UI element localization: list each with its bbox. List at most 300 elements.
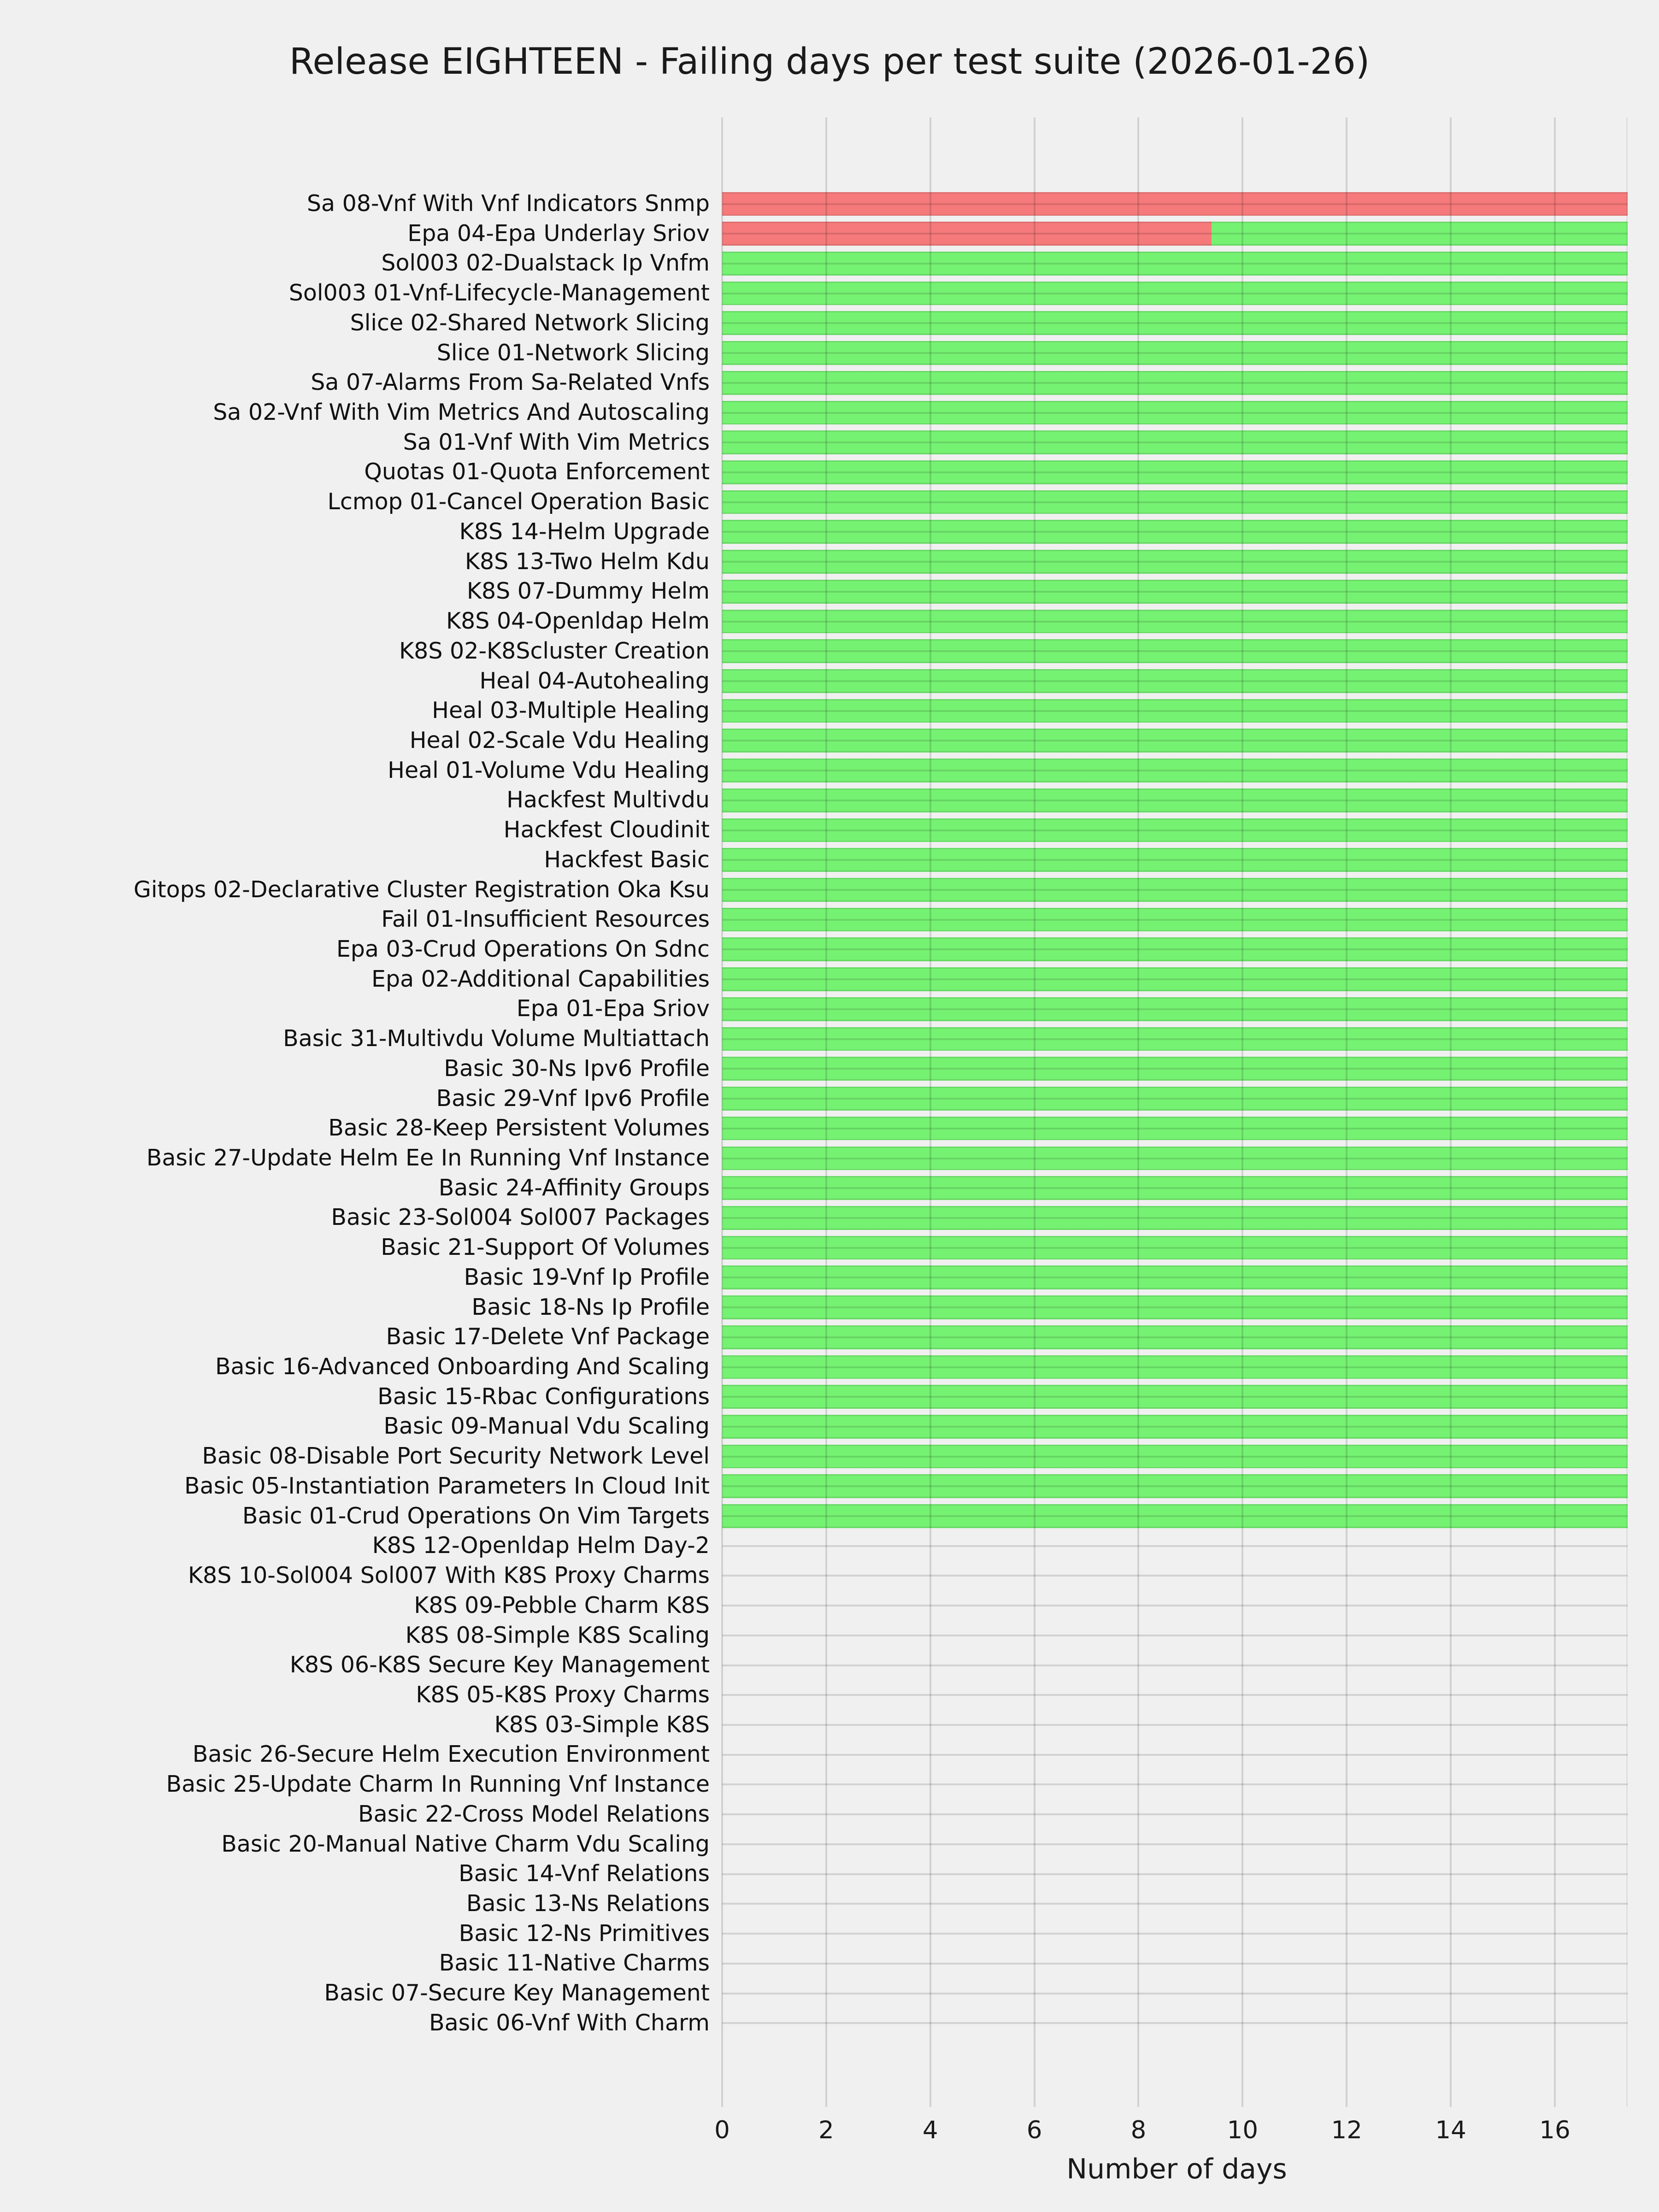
bar-track: [722, 308, 1631, 338]
passing-bar-segment: [722, 1325, 1628, 1349]
bar-track: [722, 1471, 1631, 1501]
bar-track: [722, 2008, 1631, 2038]
category-row: [0, 1948, 1659, 1978]
category-row: [0, 1024, 1659, 1054]
passing-bar-segment: [722, 937, 1628, 961]
suite-bar: [722, 610, 1628, 634]
x-tick-label: 2: [818, 2116, 834, 2144]
suite-bar: [722, 1206, 1628, 1230]
category-row: [0, 726, 1659, 756]
x-tick-label: 4: [922, 2116, 938, 2144]
category-row: [0, 1830, 1659, 1859]
category-label: Fail 01-Insufficient Resources: [381, 906, 710, 933]
category-label: Basic 27-Update Helm Ee In Running Vnf Instance: [146, 1145, 710, 1171]
x-axis-label: Number of days: [1066, 2153, 1287, 2185]
suite-bar: [722, 1295, 1628, 1319]
category-label: Basic 21-Support Of Volumes: [381, 1234, 710, 1261]
category-row: [0, 577, 1659, 606]
category-row: [0, 1382, 1659, 1412]
passing-bar-segment: [722, 1027, 1628, 1051]
category-label: Gitops 02-Declarative Cluster Registration Oka Ksu: [133, 876, 710, 903]
bar-track: [722, 1948, 1631, 1978]
category-label: Lcmop 01-Cancel Operation Basic: [327, 488, 710, 515]
category-row: [0, 517, 1659, 547]
category-label: Basic 18-Ns Ip Profile: [471, 1294, 710, 1320]
suite-bar: [722, 401, 1628, 425]
suite-bar: [722, 550, 1628, 574]
category-label: Basic 05-Instantiation Parameters In Cloud Init: [184, 1472, 710, 1499]
suite-bar: [722, 788, 1628, 812]
gridline-horizontal: [722, 1694, 1628, 1696]
suite-bar: [722, 371, 1628, 395]
passing-bar-segment: [722, 669, 1628, 693]
bar-track: [722, 1382, 1631, 1412]
suite-bar: [722, 818, 1628, 842]
category-label: Heal 01-Volume Vdu Healing: [388, 757, 710, 783]
passing-bar-segment: [722, 1504, 1628, 1528]
suite-bar: [722, 639, 1628, 663]
bar-track: [722, 1800, 1631, 1830]
gridline-horizontal: [722, 1873, 1628, 1875]
bar-track: [722, 845, 1631, 875]
passing-bar-segment: [722, 1415, 1628, 1439]
category-row: [0, 308, 1659, 338]
category-row: [0, 1263, 1659, 1293]
suite-bar: [722, 937, 1628, 961]
suite-bar: [722, 848, 1628, 872]
category-label: Basic 12-Ns Primitives: [459, 1920, 710, 1947]
bar-track: [722, 1233, 1631, 1263]
category-label: K8S 14-Helm Upgrade: [459, 518, 710, 545]
passing-bar-segment: [722, 639, 1628, 663]
category-row: [0, 815, 1659, 845]
category-row: [0, 1859, 1659, 1889]
bar-track: [722, 1203, 1631, 1233]
bar-track: [722, 1531, 1631, 1561]
suite-bar: [722, 967, 1628, 991]
suite-bar: [722, 1415, 1628, 1439]
category-label: Basic 19-Vnf Ip Profile: [464, 1264, 710, 1290]
bar-track: [722, 1710, 1631, 1740]
category-label: Basic 15-Rbac Configurations: [377, 1383, 710, 1410]
category-label: K8S 12-Openldap Helm Day-2: [372, 1532, 710, 1559]
category-row: [0, 666, 1659, 696]
suite-bar: [722, 699, 1628, 723]
passing-bar-segment: [722, 580, 1628, 604]
category-row: [0, 1531, 1659, 1561]
category-row: [0, 278, 1659, 308]
passing-bar-segment: [722, 1474, 1628, 1498]
suite-bar: [722, 1355, 1628, 1379]
suite-bar: [722, 1265, 1628, 1289]
passing-bar-segment: [722, 520, 1628, 544]
category-row: [0, 1591, 1659, 1621]
suite-bar: [722, 1474, 1628, 1498]
gridline-horizontal: [722, 2022, 1628, 2024]
passing-bar-segment: [722, 282, 1628, 306]
bar-track: [722, 785, 1631, 815]
category-row: [0, 1680, 1659, 1710]
category-label: K8S 04-Openldap Helm: [446, 608, 710, 635]
passing-bar-segment: [722, 1057, 1628, 1081]
category-row: [0, 965, 1659, 994]
category-row: [0, 248, 1659, 278]
category-row: [0, 219, 1659, 249]
passing-bar-segment: [722, 341, 1628, 365]
x-tick-label: 10: [1227, 2116, 1259, 2144]
suite-bar: [722, 1147, 1628, 1171]
gridline-horizontal: [722, 1545, 1628, 1547]
suite-bar: [722, 430, 1628, 454]
category-rows: [0, 189, 1659, 2038]
bar-track: [722, 965, 1631, 994]
bar-track: [722, 756, 1631, 786]
category-label: Basic 01-Crud Operations On Vim Targets: [242, 1502, 710, 1529]
gridline-horizontal: [722, 1813, 1628, 1815]
category-label: Basic 11-Native Charms: [439, 1950, 710, 1977]
passing-bar-segment: [722, 490, 1628, 514]
suite-bar: [722, 729, 1628, 753]
category-row: [0, 905, 1659, 935]
gridline-horizontal: [722, 1993, 1628, 1994]
category-row: [0, 1233, 1659, 1263]
category-row: [0, 1770, 1659, 1800]
category-row: [0, 2008, 1659, 2038]
x-tick-label: 0: [714, 2116, 730, 2144]
suite-bar: [722, 908, 1628, 932]
category-row: [0, 1293, 1659, 1323]
category-label: Hackfest Cloudinit: [503, 817, 710, 843]
category-row: [0, 457, 1659, 487]
category-row: [0, 1800, 1659, 1830]
category-row: [0, 1919, 1659, 1949]
category-label: Slice 02-Shared Network Slicing: [350, 309, 710, 336]
category-label: K8S 05-K8S Proxy Charms: [416, 1681, 710, 1708]
category-row: [0, 1889, 1659, 1919]
gridline-horizontal: [722, 1963, 1628, 1965]
gridline-horizontal: [722, 1635, 1628, 1636]
category-label: Basic 07-Secure Key Management: [324, 1980, 710, 2006]
category-label: Sol003 02-Dualstack Ip Vnfm: [381, 250, 710, 276]
bar-track: [722, 1859, 1631, 1889]
bar-track: [722, 1621, 1631, 1651]
gridline-horizontal: [722, 1665, 1628, 1666]
passing-bar-segment: [722, 1117, 1628, 1141]
bar-track: [722, 1113, 1631, 1143]
category-label: Hackfest Multivdu: [506, 787, 710, 813]
bar-track: [722, 1084, 1631, 1114]
bar-track: [722, 1830, 1631, 1859]
category-row: [0, 1173, 1659, 1203]
category-row: [0, 1471, 1659, 1501]
chart-title: Release EIGHTEEN - Failing days per test suite (2026-01-26): [289, 41, 1370, 82]
category-row: [0, 756, 1659, 786]
suite-bar: [722, 669, 1628, 693]
category-label: Basic 26-Secure Helm Execution Environment: [192, 1741, 710, 1768]
category-label: Quotas 01-Quota Enforcement: [364, 459, 710, 485]
gridline-horizontal: [722, 1575, 1628, 1577]
category-label: Basic 25-Update Charm In Running Vnf Instance: [166, 1771, 710, 1798]
gridline-horizontal: [722, 1933, 1628, 1935]
category-label: Basic 23-Sol004 Sol007 Packages: [331, 1204, 710, 1231]
category-row: [0, 606, 1659, 636]
category-label: Epa 04-Epa Underlay Sriov: [407, 220, 710, 247]
bar-track: [722, 1889, 1631, 1919]
suite-bar: [722, 341, 1628, 365]
passing-bar-segment: [722, 610, 1628, 634]
x-tick-label: 8: [1130, 2116, 1147, 2144]
passing-bar-segment: [722, 1176, 1628, 1200]
category-label: Basic 13-Ns Relations: [466, 1890, 710, 1917]
bar-track: [722, 1740, 1631, 1770]
bar-track: [722, 636, 1631, 666]
category-row: [0, 1143, 1659, 1173]
x-axis-ticks: [714, 2114, 1631, 2147]
suite-bar: [722, 1236, 1628, 1260]
category-row: [0, 1412, 1659, 1441]
suite-bar: [722, 1445, 1628, 1469]
category-label: Epa 02-Additional Capabilities: [371, 965, 710, 992]
suite-bar: [722, 460, 1628, 484]
passing-bar-segment: [722, 430, 1628, 454]
category-row: [0, 845, 1659, 875]
category-label: K8S 07-Dummy Helm: [466, 578, 710, 605]
category-row: [0, 636, 1659, 666]
bar-track: [722, 905, 1631, 935]
suite-bar: [722, 580, 1628, 604]
passing-bar-segment: [722, 818, 1628, 842]
bar-track: [722, 338, 1631, 368]
category-row: [0, 1501, 1659, 1531]
bar-track: [722, 1143, 1631, 1173]
bar-track: [722, 1680, 1631, 1710]
category-label: K8S 09-Pebble Charm K8S: [414, 1592, 710, 1618]
bar-track: [722, 1173, 1631, 1203]
category-label: Basic 20-Manual Native Charm Vdu Scaling: [221, 1830, 710, 1857]
category-label: Sol003 01-Vnf-Lifecycle-Management: [288, 280, 710, 306]
suite-bar: [722, 311, 1628, 335]
category-row: [0, 487, 1659, 517]
suite-bar: [722, 1087, 1628, 1111]
category-label: Basic 06-Vnf With Charm: [429, 2009, 710, 2036]
category-label: Sa 08-Vnf With Vnf Indicators Snmp: [306, 190, 710, 217]
passing-bar-segment: [722, 967, 1628, 991]
category-label: K8S 13-Two Helm Kdu: [465, 548, 710, 575]
passing-bar-segment: [722, 401, 1628, 425]
x-tick-label: 16: [1539, 2116, 1571, 2144]
bar-track: [722, 1322, 1631, 1352]
bar-track: [722, 248, 1631, 278]
passing-bar-segment: [1212, 222, 1628, 246]
suite-bar: [722, 1057, 1628, 1081]
passing-bar-segment: [722, 1295, 1628, 1319]
category-label: K8S 02-K8Scluster Creation: [399, 637, 710, 664]
category-row: [0, 1740, 1659, 1770]
category-row: [0, 1650, 1659, 1680]
category-label: Basic 31-Multivdu Volume Multiattach: [283, 1025, 710, 1052]
gridline-horizontal: [722, 1605, 1628, 1606]
category-row: [0, 1113, 1659, 1143]
category-label: K8S 08-Simple K8S Scaling: [405, 1622, 710, 1648]
suite-bar: [722, 759, 1628, 782]
bar-track: [722, 1978, 1631, 2008]
bar-track: [722, 398, 1631, 428]
gridline-horizontal: [722, 1843, 1628, 1845]
category-row: [0, 1352, 1659, 1382]
category-label: K8S 06-K8S Secure Key Management: [289, 1652, 710, 1678]
category-row: [0, 1441, 1659, 1471]
category-label: Hackfest Basic: [544, 846, 710, 873]
suite-bar: [722, 1385, 1628, 1409]
bar-track: [722, 1441, 1631, 1471]
bar-track: [722, 577, 1631, 606]
passing-bar-segment: [722, 1236, 1628, 1260]
passing-bar-segment: [722, 848, 1628, 872]
passing-bar-segment: [722, 908, 1628, 932]
category-label: Basic 17-Delete Vnf Package: [386, 1324, 710, 1350]
passing-bar-segment: [722, 460, 1628, 484]
bar-track: [722, 1412, 1631, 1441]
suite-bar: [722, 520, 1628, 544]
category-row: [0, 368, 1659, 398]
suite-bar: [722, 252, 1628, 276]
category-row: [0, 1203, 1659, 1233]
suite-bar: [722, 997, 1628, 1021]
failing-bar-segment: [722, 222, 1212, 246]
suite-bar: [722, 222, 1628, 246]
passing-bar-segment: [722, 1265, 1628, 1289]
suite-bar: [722, 878, 1628, 902]
bar-track: [722, 606, 1631, 636]
bar-track: [722, 935, 1631, 965]
passing-bar-segment: [722, 550, 1628, 574]
category-row: [0, 1561, 1659, 1591]
suite-bar: [722, 1117, 1628, 1141]
category-row: [0, 338, 1659, 368]
category-label: K8S 10-Sol004 Sol007 With K8S Proxy Charms: [188, 1562, 710, 1589]
category-label: Sa 07-Alarms From Sa-Related Vnfs: [311, 369, 710, 396]
category-label: Heal 02-Scale Vdu Healing: [409, 727, 710, 753]
passing-bar-segment: [722, 311, 1628, 335]
category-row: [0, 1621, 1659, 1651]
category-label: Epa 03-Crud Operations On Sdnc: [336, 935, 710, 962]
category-row: [0, 428, 1659, 458]
bar-track: [722, 696, 1631, 726]
bar-track: [722, 517, 1631, 547]
bar-track: [722, 428, 1631, 458]
bar-track: [722, 1293, 1631, 1323]
category-label: Heal 04-Autohealing: [479, 667, 710, 694]
category-label: Basic 16-Advanced Onboarding And Scaling: [215, 1353, 710, 1380]
gridline-horizontal: [722, 1903, 1628, 1905]
passing-bar-segment: [722, 1147, 1628, 1171]
category-row: [0, 785, 1659, 815]
bar-track: [722, 726, 1631, 756]
category-label: Basic 22-Cross Model Relations: [358, 1800, 710, 1827]
bar-track: [722, 1591, 1631, 1621]
category-label: Heal 03-Multiple Healing: [432, 697, 710, 724]
bar-track: [722, 1024, 1631, 1054]
category-row: [0, 875, 1659, 905]
passing-bar-segment: [722, 1087, 1628, 1111]
category-row: [0, 189, 1659, 219]
bar-track: [722, 875, 1631, 905]
bar-track: [722, 189, 1631, 219]
suite-bar: [722, 1504, 1628, 1528]
bar-track: [722, 1650, 1631, 1680]
category-label: Epa 01-Epa Sriov: [516, 995, 710, 1022]
passing-bar-segment: [722, 997, 1628, 1021]
category-label: Basic 08-Disable Port Security Network Level: [202, 1443, 710, 1470]
gridline-horizontal: [722, 1783, 1628, 1785]
bar-track: [722, 1501, 1631, 1531]
bar-track: [722, 368, 1631, 398]
passing-bar-segment: [722, 1206, 1628, 1230]
passing-bar-segment: [722, 252, 1628, 276]
category-row: [0, 547, 1659, 577]
passing-bar-segment: [722, 1355, 1628, 1379]
category-row: [0, 398, 1659, 428]
passing-bar-segment: [722, 699, 1628, 723]
x-tick-label: 14: [1435, 2116, 1466, 2144]
passing-bar-segment: [722, 729, 1628, 753]
passing-bar-segment: [722, 371, 1628, 395]
x-tick-label: 12: [1331, 2116, 1362, 2144]
passing-bar-segment: [722, 788, 1628, 812]
passing-bar-segment: [722, 1385, 1628, 1409]
category-label: Slice 01-Network Slicing: [436, 339, 710, 366]
bar-track: [722, 547, 1631, 577]
suite-bar: [722, 1176, 1628, 1200]
category-row: [0, 1978, 1659, 2008]
gridline-horizontal: [722, 1754, 1628, 1756]
passing-bar-segment: [722, 759, 1628, 782]
category-label: Basic 14-Vnf Relations: [459, 1860, 710, 1887]
category-label: K8S 03-Simple K8S: [494, 1711, 710, 1738]
gridline-horizontal: [722, 1724, 1628, 1726]
category-label: Sa 02-Vnf With Vim Metrics And Autoscaling: [213, 399, 710, 426]
suite-bar: [722, 282, 1628, 306]
bar-track: [722, 1919, 1631, 1949]
category-row: [0, 1710, 1659, 1740]
suite-bar: [722, 1325, 1628, 1349]
category-row: [0, 696, 1659, 726]
category-row: [0, 1322, 1659, 1352]
category-row: [0, 994, 1659, 1024]
passing-bar-segment: [722, 1445, 1628, 1469]
bar-track: [722, 278, 1631, 308]
category-row: [0, 1054, 1659, 1084]
category-label: Basic 29-Vnf Ipv6 Profile: [436, 1085, 710, 1112]
category-row: [0, 1084, 1659, 1114]
bar-track: [722, 815, 1631, 845]
bar-track: [722, 1770, 1631, 1800]
passing-bar-segment: [722, 878, 1628, 902]
category-label: Sa 01-Vnf With Vim Metrics: [403, 429, 710, 455]
bar-track: [722, 1263, 1631, 1293]
category-label: Basic 09-Manual Vdu Scaling: [383, 1413, 710, 1440]
bar-track: [722, 1054, 1631, 1084]
category-label: Basic 30-Ns Ipv6 Profile: [444, 1055, 710, 1082]
bar-track: [722, 994, 1631, 1024]
category-label: Basic 24-Affinity Groups: [438, 1174, 710, 1201]
category-label: Basic 28-Keep Persistent Volumes: [328, 1115, 710, 1141]
bar-track: [722, 1561, 1631, 1591]
bar-track: [722, 487, 1631, 517]
bar-track: [722, 219, 1631, 249]
bar-track: [722, 1352, 1631, 1382]
bar-track: [722, 666, 1631, 696]
